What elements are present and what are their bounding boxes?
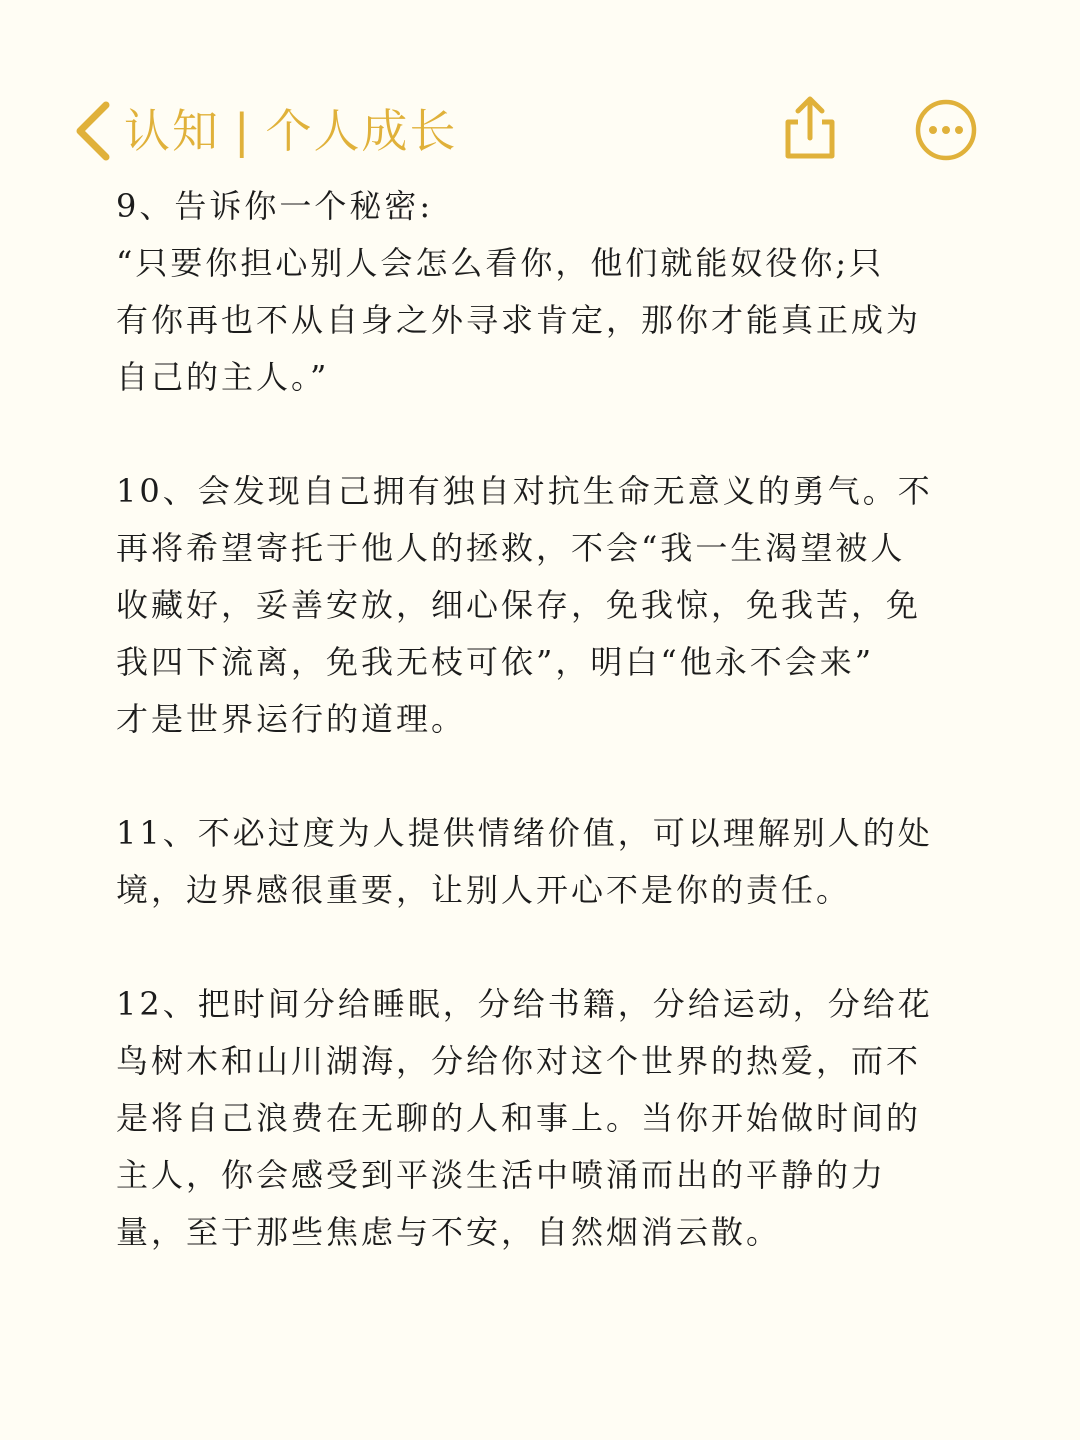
more-button[interactable] [914, 98, 978, 162]
more-icon [914, 98, 978, 162]
text-line: 鸟树木和山川湖海，分给你对这个世界的热爱，而不 [116, 1042, 922, 1080]
article-content [116, 178, 966, 1261]
title-category: 认知 [124, 104, 220, 158]
chevron-left-icon [72, 99, 116, 163]
text-line: 量，至于那些焦虑与不安，自然烟消云散。 [116, 1213, 782, 1251]
text-line: 境，边界感很重要，让别人开心不是你的责任。 [116, 871, 852, 909]
text-line: 自己的主人。” [116, 358, 330, 396]
text-line: 收藏好，妥善安放，细心保存，免我惊，免我苦，免 [116, 586, 922, 624]
share-button[interactable] [778, 94, 842, 164]
paragraph-12 [116, 976, 966, 1261]
text-line: 有你再也不从自身之外寻求肯定，那你才能真正成为 [116, 301, 922, 339]
page-title [124, 96, 458, 166]
text-line: 再将希望寄托于他人的拯救，不会“我一生渴望被人 [116, 529, 906, 567]
back-button[interactable] [72, 96, 116, 166]
title-topic: 个人成长 [265, 104, 458, 158]
text-line: “只要你担心别人会怎么看你，他们就能奴役你;只 [116, 244, 885, 282]
paragraph-11 [116, 805, 966, 919]
text-line: 主人，你会感受到平淡生活中喷涌而出的平静的力 [116, 1156, 887, 1194]
text-line: 才是世界运行的道理。 [116, 700, 467, 738]
paragraph-10 [116, 463, 966, 748]
paragraph-9 [116, 178, 966, 406]
title-separator: | [234, 104, 252, 158]
text-line: 我四下流离，免我无枝可依”，明白“他永不会来” [116, 643, 875, 681]
text-line: 是将自己浪费在无聊的人和事上。当你开始做时间的 [116, 1099, 922, 1137]
text-line: 9、告诉你一个秘密: [116, 187, 434, 225]
text-line: 11、不必过度为人提供情绪价值，可以理解别人的处 [116, 814, 933, 852]
text-line: 12、把时间分给睡眠，分给书籍，分给运动，分给花 [116, 985, 933, 1023]
text-line: 10、会发现自己拥有独自对抗生命无意义的勇气。不 [116, 472, 933, 510]
navigation-bar [0, 0, 1080, 180]
share-icon [778, 94, 842, 164]
